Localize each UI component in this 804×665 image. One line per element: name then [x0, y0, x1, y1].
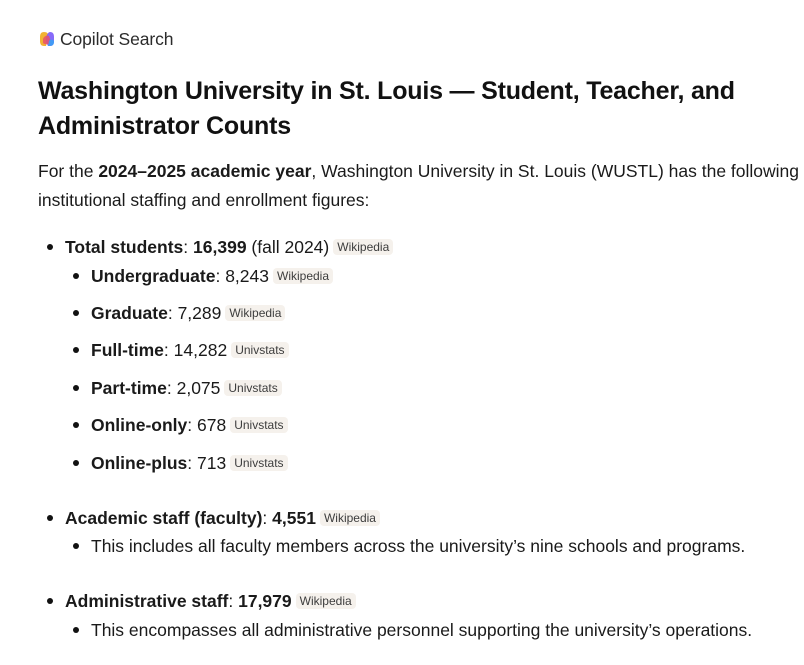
item-sep: :: [166, 378, 177, 398]
item-value: 16,399: [193, 237, 247, 257]
citation-badge[interactable]: Univstats: [224, 380, 281, 396]
bullet: [73, 310, 79, 316]
item-note: (fall 2024): [246, 237, 330, 257]
citation-badge[interactable]: Wikipedia: [225, 305, 285, 321]
bullet: [73, 273, 79, 279]
item-label: Full-time: [91, 340, 164, 360]
bullet: [73, 460, 79, 466]
item-value: 678: [196, 415, 227, 435]
item-sep: :: [187, 453, 197, 473]
intro-bold: 2024–2025 academic year: [98, 161, 312, 181]
item-label: Undergraduate: [91, 266, 216, 286]
intro-paragraph: [38, 157, 804, 215]
item-label: Total students: [65, 237, 184, 257]
item-sep: :: [163, 340, 174, 360]
citation-badge[interactable]: Wikipedia: [273, 268, 333, 284]
item-label: Online-only: [91, 415, 188, 435]
item-value: 14,282: [173, 340, 228, 360]
item-value: 2,075: [176, 378, 221, 398]
item-sep: :: [215, 266, 226, 286]
brand-name: Copilot Search: [60, 28, 174, 49]
bullet: [73, 543, 79, 549]
item-value: 7,289: [177, 303, 222, 323]
citation-badge[interactable]: Wikipedia: [296, 593, 356, 609]
item-sep: :: [187, 415, 197, 435]
item-detail: This encompasses all administrative personnel supporting the university’s operations.: [91, 620, 753, 640]
bullet: [73, 385, 79, 391]
item-sep: :: [183, 237, 194, 257]
citation-badge[interactable]: Wikipedia: [333, 239, 393, 255]
bullet: [47, 515, 53, 521]
item-label: Academic staff (faculty): [65, 508, 263, 528]
item-value: 17,979: [238, 591, 292, 611]
item-label: Administrative staff: [65, 591, 229, 611]
answer-title: Washington University in St. Louis — Student, Teacher, and Administrator Counts: [38, 77, 735, 140]
citation-badge[interactable]: Univstats: [230, 455, 287, 471]
item-sep: :: [228, 591, 239, 611]
item-sep: :: [167, 303, 178, 323]
bullet: [47, 244, 53, 250]
bullet: [73, 422, 79, 428]
item-value: 8,243: [225, 266, 269, 286]
brand-header: [38, 27, 173, 51]
item-value: 4,551: [272, 508, 316, 528]
bullet: [73, 347, 79, 353]
item-detail: This includes all faculty members across the university’s nine schools and programs.: [91, 536, 746, 556]
bullet: [47, 598, 53, 604]
intro-suffix: , Washington University in St. Louis (WUSTL) has the following institutional staffing and enrollment figures:: [38, 161, 800, 210]
citation-badge[interactable]: Univstats: [230, 417, 287, 433]
citation-badge[interactable]: Univstats: [231, 342, 288, 358]
item-value: 713: [196, 453, 227, 473]
item-label: Graduate: [91, 303, 168, 323]
citation-badge[interactable]: Wikipedia: [320, 510, 380, 526]
intro-prefix: For the: [38, 161, 99, 181]
bullet: [73, 627, 79, 633]
item-sep: :: [262, 508, 273, 528]
item-label: Part-time: [91, 378, 167, 398]
item-label: Online-plus: [91, 453, 188, 473]
copilot-logo-icon: [38, 30, 56, 48]
